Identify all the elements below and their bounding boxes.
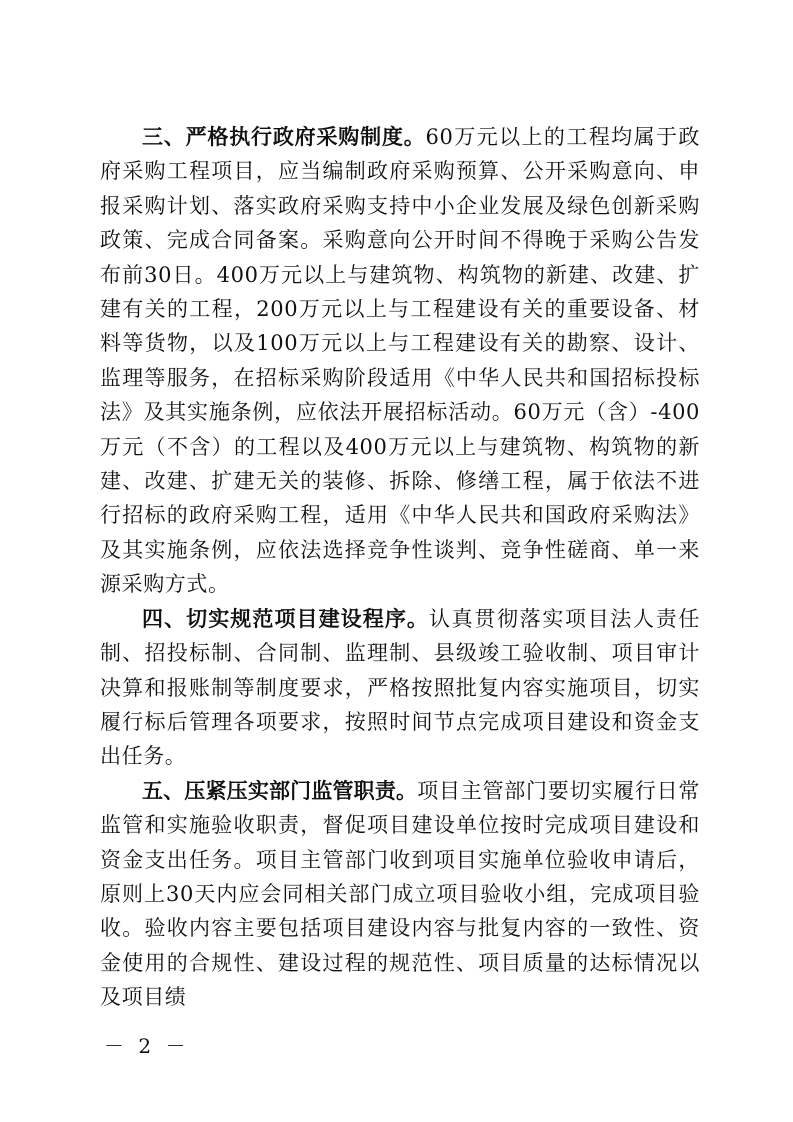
page-number: － 2 － — [104, 1034, 190, 1058]
section-heading: 四、切实规范项目建设程序。 — [142, 606, 429, 631]
paragraph-text: 60万元以上的工程均属于政府采购工程项目，应当编制政府采购预算、公开采购意向、申报采购计划、落实政府采购支持中小企业发展及绿色创新采购政策、完成合同备案。采购意向公开时间不得晚于采购公告发布前30日。400万元以上与建筑物、构筑物的新建、改建、扩建有关的工程，200万元以上与工程建设有关的重要设备、材料等货物，以及100万元以上与工程建设有关的勘察、设计、监理等服务，在招标采购阶段适用《中华人民共和国招标投标法》及其实施条例，应依法开展招标活动。60万元（含）-400万元（不含）的工程以及400万元以上与建筑物、构筑物的新建、改建、扩建无关的装修、拆除、修缮工程，属于依法不进行招标的政府采购工程，适用《中华人民共和国政府采购法》及其实施条例，应依法选择竞争性谈判、竞争性磋商、单一来源采购方式。 — [100, 125, 700, 597]
paragraph-supervision — [100, 774, 700, 1015]
section-heading: 五、压紧压实部门监管职责。 — [142, 778, 418, 803]
paragraph-procurement — [100, 120, 700, 602]
document-body — [100, 120, 700, 1015]
paragraph-text: 项目主管部门要切实履行日常监管和实施验收职责，督促项目建设单位按时完成项目建设和资金支出任务。项目主管部门收到项目实施单位验收申请后，原则上30天内应会同相关部门成立项目验收小组，完成项目验收。验收内容主要包括项目建设内容与批复内容的一致性、资金使用的合规性、建设过程的规范性、项目质量的达标情况以及项目绩 — [100, 778, 700, 1010]
section-heading: 三、严格执行政府采购制度。 — [142, 125, 426, 149]
paragraph-construction-procedure — [100, 602, 700, 774]
paragraph-text: 认真贯彻落实项目法人责任制、招投标制、合同制、监理制、县级竣工验收制、项目审计决算和报账制等制度要求，严格按照批复内容实施项目，切实履行标后管理各项要求，按照时间节点完成项目建设和资金支出任务。 — [100, 606, 701, 769]
